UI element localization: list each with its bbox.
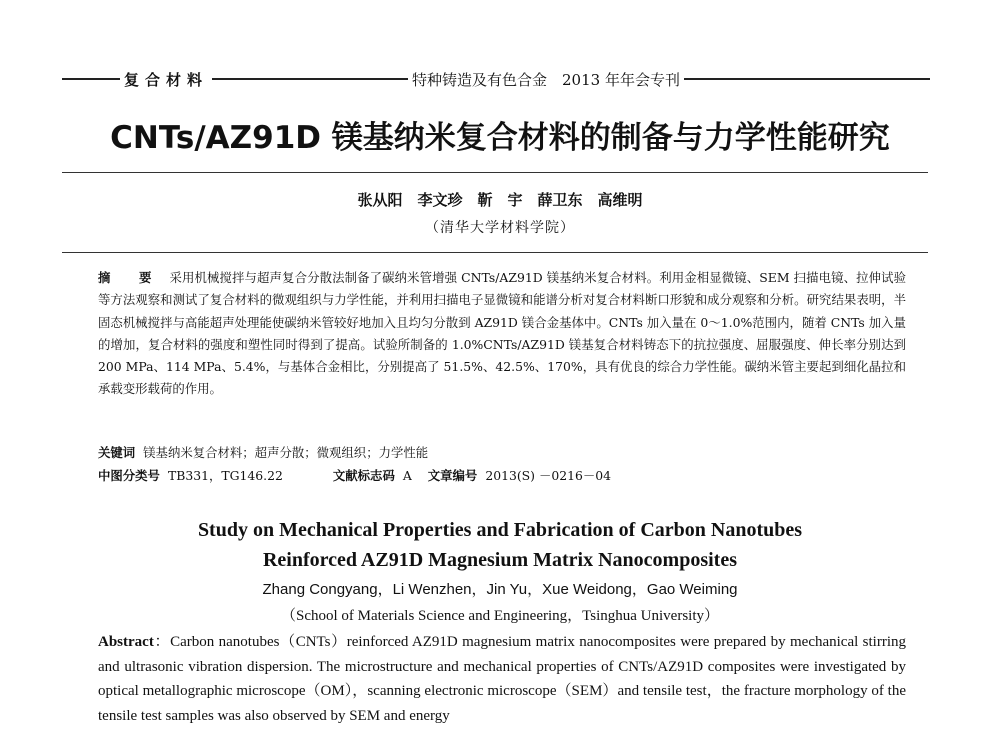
article-no-value: 2013(S) －0216－04 xyxy=(485,468,612,483)
doc-code-label: 文献标志码 xyxy=(332,468,395,483)
clc-value: TB331，TG146.22 xyxy=(167,468,283,483)
header-column-name: 复合材料 xyxy=(124,70,209,89)
keywords-text: 镁基纳米复合材料；超声分散；微观组织；力学性能 xyxy=(143,445,429,460)
clc-label: 中图分类号 xyxy=(98,468,160,483)
affiliation-en: （School of Materials Science and Engineering，Tsinghua University） xyxy=(280,608,720,624)
abstract-en xyxy=(98,630,906,733)
abstract-cn-text: 采用机械搅拌与超声复合分散法制备了碳纳米管增强 CNTs/AZ91D 镁基纳米复合材料。利用金相显微镜、SEM 扫描电镜、拉伸试验等方法观察和测试了复合材料的微观组织与力学性能，并利用扫描电子显微镜和能谱分析对复合材料断口形貌和成分观察和分析。研究结果表明，半固态机械搅拌与高能超声处理能使碳纳米管较好地加入且均匀分散到 AZ91D 镁合金基体中。CNTs 加入量在 0～1.0%范围内，随着 CNTs 加入量的增加，复合材料的强度和塑性同时得到了提高。试验所制备的 1.0%CNTs/AZ91D 镁基复合材料铸态下的抗拉强度、屈服强度、伸长率分别达到 200 MPa、114 MPa、5.4%，与基体合金相比，分别提高了 51.5%、42.5%、170%，具有优良的综合力学性能。碳纳米管主要起到细化晶拉和承载变形载荷的作用。 xyxy=(98,270,906,397)
paper-title-en-line2: Reinforced AZ91D Magnesium Matrix Nanocomposites xyxy=(262,549,738,571)
keywords-label: 关键词 xyxy=(98,445,136,460)
abstract-cn xyxy=(98,267,906,401)
paper-title-en-line1: Study on Mechanical Properties and Fabrication of Carbon Nanotubes xyxy=(197,519,803,541)
header-rule-middle xyxy=(212,78,408,80)
header-journal-name: 特种铸造及有色合金 2013 年年会专刊 xyxy=(412,70,680,89)
authors-cn: 张从阳 李文珍 靳 宇 薛卫东 高维明 xyxy=(357,191,643,209)
doc-code-value: A xyxy=(402,468,412,483)
paper-title-cn: CNTs/AZ91D 镁基纳米复合材料的制备与力学性能研究 xyxy=(110,120,890,156)
title-rule-bottom xyxy=(62,252,928,253)
header-rule-right xyxy=(684,78,930,80)
classification-line xyxy=(98,466,906,486)
header-rule-left xyxy=(62,78,120,80)
abstract-en-label: Abstract xyxy=(98,634,154,650)
abstract-cn-label: 摘 要 xyxy=(98,270,160,285)
title-rule-top xyxy=(62,172,928,173)
paper-title-en xyxy=(0,515,1000,575)
authors-en: Zhang Congyang，Li Wenzhen，Jin Yu，Xue Weidong，Gao Weiming xyxy=(262,581,738,598)
affiliation-cn: （清华大学材料学院） xyxy=(425,220,575,236)
keywords xyxy=(98,443,906,463)
abstract-en-text: ：Carbon nanotubes（CNTs）reinforced AZ91D magnesium matrix nanocomposites were prepared by mechanical stirring and ultrasonic vibration dispersion. The microstructure and mechanical properties of CNTs/AZ91D composites were investigated by optical metallographic microscope（OM），scanning electronic microscope（SEM）and tensile test，the fracture morphology of the tensile test samples was also observed by SEM and energy xyxy=(98,634,906,724)
running-header xyxy=(62,68,930,90)
article-no-label: 文章编号 xyxy=(427,468,478,483)
